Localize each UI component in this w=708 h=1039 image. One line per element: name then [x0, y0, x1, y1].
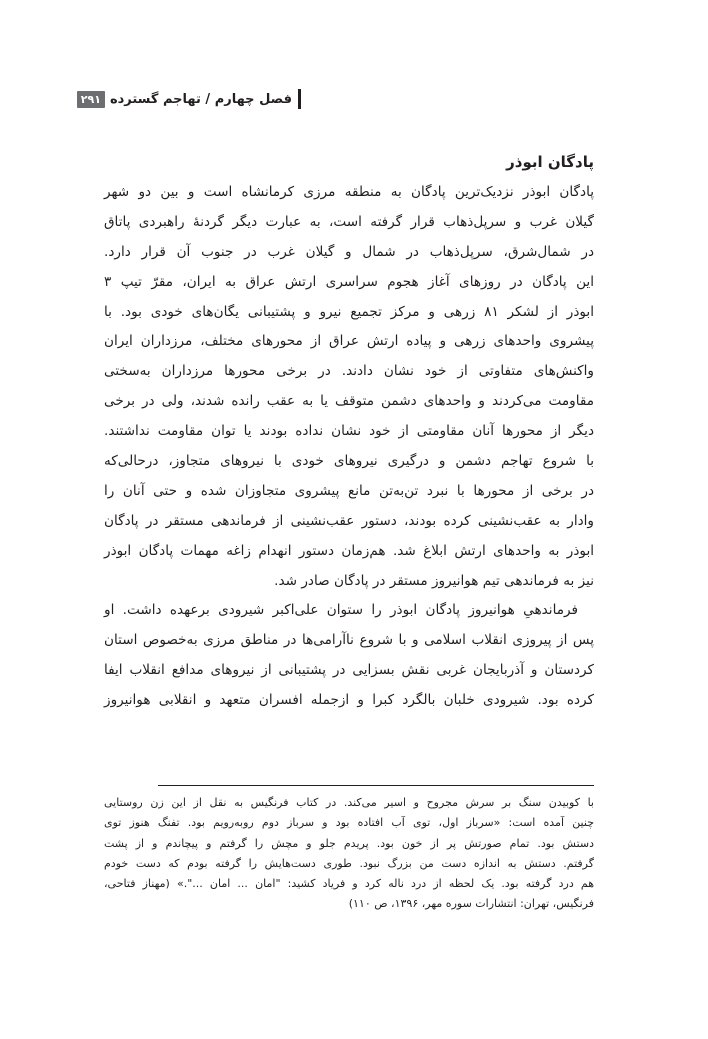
- running-header: [77, 88, 301, 110]
- footnote-line: چنین آمده است: «سرباز اول، توی آب افتاده بود و سرباز دوم روبه‌رویم بود. تفنگ هنوز توی: [104, 816, 594, 830]
- body-line: ابوذر به واحدهای ارتش ابلاغ شد. هم‌زمان دستور انهدام زاغه مهمات پادگان ابوذر: [104, 542, 594, 559]
- page-number: ۲۹۱: [77, 91, 105, 108]
- section-title: پادگان ابوذر: [506, 153, 594, 171]
- body-line: این پادگان در روزهای آغاز هجوم سراسری ارتش عراق به ایران، مقرّ تیپ ۳: [104, 273, 594, 290]
- body-line: واکنش‌های متفاوتی از خود نشان دادند. در برخی محورها مرزداران به‌سختی: [104, 363, 594, 380]
- footnote-line: گرفتم. دستش به اندازه دست من بزرگ نبود. طوری دست‌هایش را گرفته بودم که دست خودم: [104, 856, 594, 870]
- body-line: پس از پیروزی انقلاب اسلامی و با شروع ناآرامی‌ها در مناطق مرزی به‌خصوص استان: [104, 632, 594, 649]
- body-line: گیلان غرب و سرپل‌ذهاب قرار گرفته است، به عبارت دیگر گردنهٔ راهبردی پاتاق: [104, 213, 594, 230]
- body-line: کرده بود. شیرودی خلبان بالگرد کبرا و ازجمله افسران متعهد و انقلابی هوانیروز: [104, 692, 594, 709]
- body-line: مقاومت می‌کردند و واحدهای دشمن متوقف یا به عقب رانده شدند، ولی در برخی: [104, 393, 594, 410]
- body-text: [104, 178, 594, 716]
- main-content: [104, 152, 594, 716]
- footnote-line: با کوبیدن سنگ بر سرش مجروح و اسیر می‌کند. در کتاب فرنگیس به نقل از این زن روستایی: [104, 796, 594, 809]
- footnote-line: دستش بود. تمام صورتش پر از خون بود. پریدم جلو و مچش را گرفتم و پیچاندم و از پشت: [104, 836, 594, 850]
- body-line: کردستان و آذربایجان غربی نقش بسزایی در پشتیبانی از نیروهای مدافع انقلاب ایفا: [104, 662, 594, 679]
- body-line: نیز به فرماندهی تیم هوانیروز مستقر در پادگان صادر شد.: [274, 572, 594, 589]
- body-line: با شروع تهاجم دشمن و درگیری نیروهای خودی با نیروهای متجاوز، درحالی‌که: [104, 453, 594, 470]
- body-line: در شمال‌شرق، سرپل‌ذهاب در شمال و گیلان غرب در جنوب آن قرار دارد.: [104, 243, 594, 260]
- running-title: فصل چهارم / تهاجم گسترده: [109, 91, 292, 107]
- footnote: [104, 793, 594, 915]
- body-line: در برخی از محورها با نبرد تن‌به‌تن مانع پیشروی متجاوزان شده و حتی آنان را: [104, 482, 594, 499]
- body-line: فرماندهیِ هوانیروز پادگان ابوذر را ستوان علی‌اکبر شیرودی برعهده داشت. او: [104, 602, 578, 619]
- header-rule: [298, 89, 301, 109]
- body-line: دیگر از محورها آنان مقاومتی از خود نشان نداده بودند یا توان مقاومت نداشتند.: [104, 423, 594, 440]
- body-line: پادگان ابوذر نزدیک‌ترین پادگان به منطقه مرزی کرمانشاه است و بین دو شهر: [104, 184, 594, 200]
- body-line: وادار به عقب‌نشینی کرده بودند، دستور عقب‌نشینی از فرماندهی مستقر در پادگان: [104, 512, 594, 529]
- body-line: ابوذر از لشکر ۸۱ زرهی و مرکز تجمیع نیرو و پشتیبانی یگان‌های خودی بود. با: [104, 303, 594, 320]
- footnote-separator: [158, 785, 594, 786]
- footnote-line: هم درد گرفته بود. یک لحظه از درد ناله کرد و فریاد کشید: "امان ... امان ...".» (مهناز فتاحی،: [104, 877, 594, 891]
- body-line: پیشروی واحدهای زرهی و پیاده ارتش عراق از محورهای مختلف، مرزداران ایران: [104, 333, 594, 350]
- footnote-line: فرنگیس، تهران: انتشارات سوره مهر، ۱۳۹۶، ص ۱۱۰): [348, 897, 594, 911]
